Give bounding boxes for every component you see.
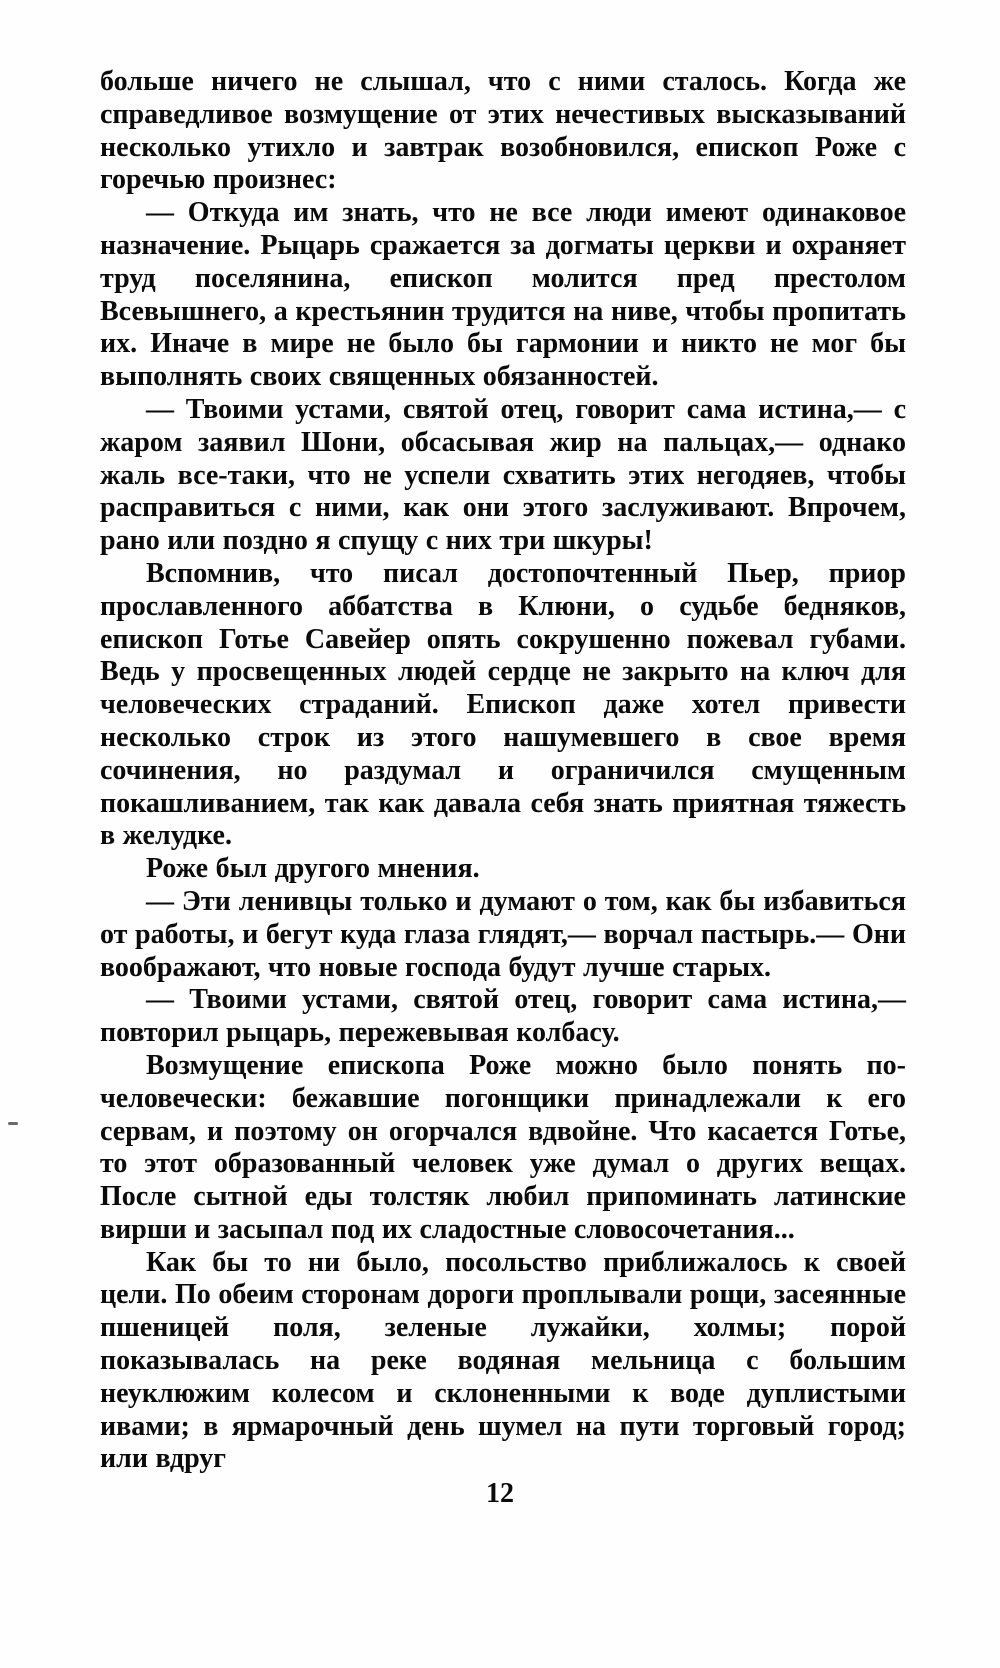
paragraph: Вспомнив, что писал достопочтенный Пьер, приор прославленного аббатства в Клюни, о судьбе бедняков, епископ Готье Савейер опять сокрушенно пожевал губами. Ведь у просвещенных людей сердце не закрыто на ключ для человеческих страданий. Епископ даже хотел привести несколько строк из этого нашумевшего в свое время сочинения, но раздумал и ограничился смущенным покашливанием, так как давала себя знать приятная тяжесть в желудке. bbox=[100, 557, 906, 852]
scan-artifact bbox=[8, 1122, 18, 1125]
page-number: 12 bbox=[486, 1478, 514, 1509]
paragraph: — Твоими устами, святой отец, говорит сама истина,— повторил рыцарь, пережевывая колбасу. bbox=[100, 984, 906, 1049]
paragraph: Как бы то ни было, посольство приближалось к своей цели. По обеим сторонам дороги проплывали рощи, засеянные пшеницей поля, зеленые лужайки, холмы; порой показывалась на реке водяная мельница с большим неуклюжим колесом и склоненными к воде дуплистыми ивами; в ярмарочный день шумел на пути торговый город; или вдруг bbox=[100, 1246, 906, 1475]
paragraph: — Твоими устами, святой отец, говорит сама истина,— с жаром заявил Шони, обсасывая жир на пальцах,— однако жаль все-таки, что не успели схватить этих негодяев, чтобы расправиться с ними, как они этого заслуживают. Впрочем, рано или поздно я спущу с них три шкуры! bbox=[100, 393, 906, 557]
paragraph: Возмущение епископа Роже можно было понять по-человечески: бежавшие погонщики принадлежали к его сервам, и поэтому он огорчался вдвойне. Что касается Готье, то этот образованный человек уже думал о других вещах. После сытной еды толстяк любил припоминать латинские вирши и засыпал под их сладостные словосочетания... bbox=[100, 1049, 906, 1245]
paragraph: Роже был другого мнения. bbox=[146, 853, 480, 885]
page-text-block bbox=[100, 66, 906, 1476]
paragraph: — Откуда им знать, что не все люди имеют одинаковое назначение. Рыцарь сражается за догматы церкви и охраняет труд поселянина, епископ молится пред престолом Всевышнего, а крестьянин трудится на ниве, чтобы пропитать их. Иначе в мире не было бы гармонии и никто не мог бы выполнять своих священных обязанностей. bbox=[100, 197, 906, 393]
paragraph: больше ничего не слышал, что с ними сталось. Когда же справедливое возмущение от этих нечестивых высказываний несколько утихло и завтрак возобновился, епископ Роже с горечью произнес: bbox=[100, 66, 906, 196]
paragraph: — Эти ленивцы только и думают о том, как бы избавиться от работы, и бегут куда глаза глядят,— ворчал пастырь.— Они воображают, что новые господа будут лучше старых. bbox=[100, 885, 906, 983]
